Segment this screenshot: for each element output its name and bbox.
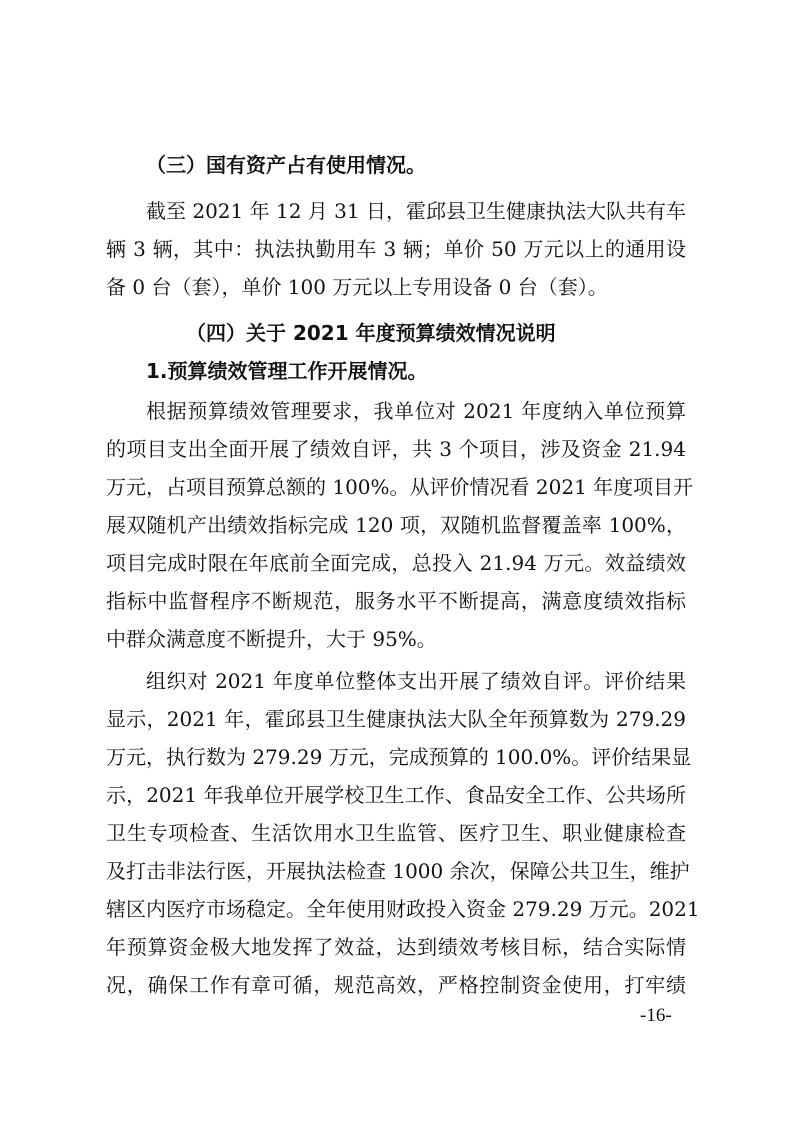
paragraph-line: 组织对 2021 年度单位整体支出开展了绩效自评。评价结果	[146, 669, 686, 693]
paragraph-line: 况，确保工作有章可循，规范高效，严格控制资金使用，打牢绩	[106, 973, 686, 997]
paragraph-line: 辆 3 辆，其中：执法执勤用车 3 辆；单价 50 万元以上的通用设	[106, 237, 686, 261]
paragraph-line: 项目完成时限在年底前全面完成，总投入 21.94 万元。效益绩效	[106, 551, 686, 575]
paragraph-line: 中群众满意度不断提升，大于 95%。	[106, 627, 437, 651]
subsection-heading: 1.预算绩效管理工作开展情况。	[146, 359, 428, 383]
paragraph-line: 截至 2021 年 12 月 31 日，霍邱县卫生健康执法大队共有车	[146, 199, 686, 223]
paragraph-line: 备 0 台（套），单价 100 万元以上专用设备 0 台（套）。	[106, 275, 608, 299]
paragraph-line: 示，2021 年我单位开展学校卫生工作、食品安全工作、公共场所	[106, 783, 686, 807]
paragraph-line: 辖区内医疗市场稳定。全年使用财政投入资金 279.29 万元。2021	[106, 897, 700, 921]
paragraph-line: 卫生专项检查、生活饮用水卫生监管、医疗卫生、职业健康检查	[106, 821, 686, 845]
section-heading-assets: （三）国有资产占有使用情况。	[146, 153, 426, 177]
paragraph-line: 年预算资金极大地发挥了效益，达到绩效考核目标，结合实际情	[106, 935, 686, 959]
paragraph-line: 万元，执行数为 279.29 万元，完成预算的 100.0%。评价结果显	[106, 745, 692, 769]
paragraph-line: 显示，2021 年，霍邱县卫生健康执法大队全年预算数为 279.29	[106, 707, 686, 731]
page-number: -16-	[640, 1005, 672, 1026]
paragraph-line: 的项目支出全面开展了绩效自评，共 3 个项目，涉及资金 21.94	[106, 437, 686, 461]
paragraph-line: 根据预算绩效管理要求，我单位对 2021 年度纳入单位预算	[146, 399, 686, 423]
paragraph-line: 及打击非法行医，开展执法检查 1000 余次，保障公共卫生，维护	[106, 859, 690, 883]
paragraph-line: 万元，占项目预算总额的 100%。从评价情况看 2021 年度项目开	[106, 475, 694, 499]
paragraph-line: 展双随机产出绩效指标完成 120 项，双随机监督覆盖率 100%，	[106, 513, 686, 537]
paragraph-line: 指标中监督程序不断规范，服务水平不断提高，满意度绩效指标	[106, 589, 686, 613]
section-heading-performance: （四）关于 2021 年度预算绩效情况说明	[186, 321, 556, 345]
